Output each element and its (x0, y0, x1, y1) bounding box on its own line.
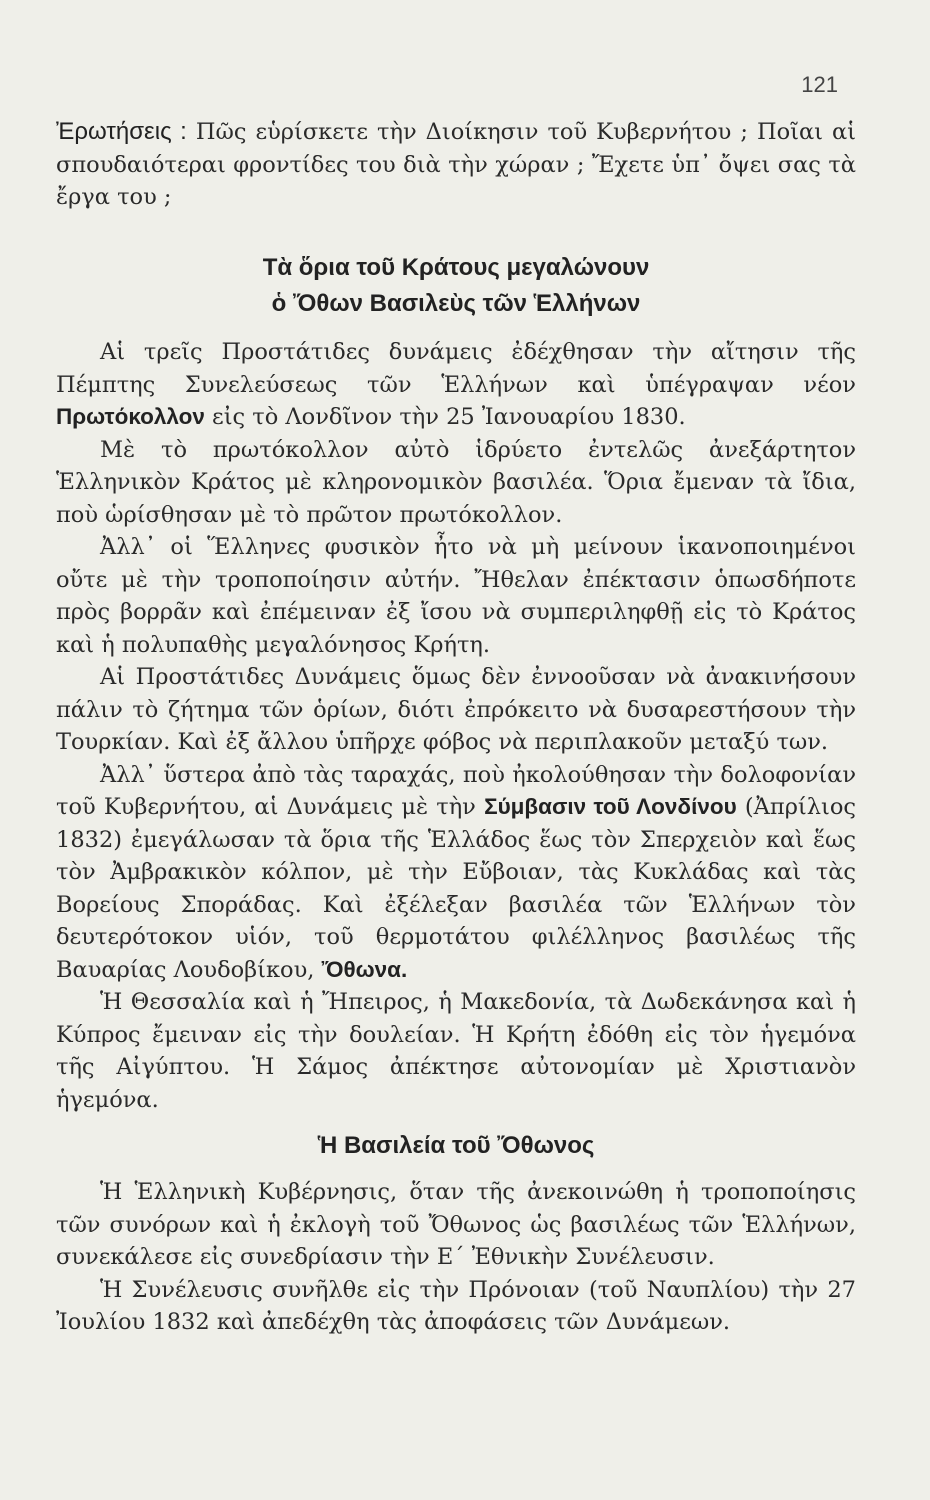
paragraph: Ἡ Συνέλευσις συνῆλθε εἰς τὴν Πρόνοιαν (τοῦ Ναυπλίου) τὴν 27 Ἰουλίου 1832 καὶ ἀπεδέχθη τὰς ἀποφάσεις τῶν Δυνάμεων. (56, 1276, 856, 1335)
paragraph: Ἡ Ἑλληνικὴ Κυβέρνησις, ὅταν τῆς ἀνεκοινώθη ἡ τροποποίησις τῶν συνόρων καὶ ἡ ἐκλογὴ τοῦ Ὄθωνος ὡς βασιλέως τῶν Ἑλλήνων, συνεκάλεσε εἰς συνεδρίασιν τὴν Ε΄ Ἐθνικὴν Συνέλευσιν. (56, 1179, 856, 1270)
section-title-line-1: Τὰ ὅρια τοῦ Κράτους μεγαλώνουν (262, 254, 650, 281)
paragraph: Ἡ Θεσσαλία καὶ ἡ Ἤπειρος, ἡ Μακεδονία, τὰ Δωδεκάνησα καὶ ἡ Κύπρος ἔμειναν εἰς τὴν δουλείαν. Ἡ Κρήτη ἐδόθη εἰς τὸν ἡγεμόνα τῆς Αἰγύπτου. Ἡ Σάμος ἀπέκτησε αὐτονομίαν μὲ Χριστιανὸν ἡγεμόνα. (56, 989, 856, 1113)
section-heading-1 (56, 250, 856, 322)
page-number: 121 (801, 72, 838, 97)
questions-paragraph (56, 116, 856, 214)
paragraph: Αἱ Προστάτιδες Δυνάμεις ὅμως δὲν ἐννοοῦσαν νὰ ἀνακινήσουν πάλιν τὸ ζήτημα τῶν ὁρίων, διότι ἐπρόκειτο νὰ δυσαρεστήσουν τὴν Τουρκίαν. Καὶ ἐξ ἄλλου ὑπῆρχε φόβος νὰ περιπλακοῦν μεταξύ των. (56, 664, 856, 755)
section-title: Ἡ Βασιλεία τοῦ Ὄθωνος (317, 1132, 595, 1159)
paragraph (56, 336, 856, 434)
paragraph: Ἀλλ᾿ οἱ Ἕλληνες φυσικὸν ἦτο νὰ μὴ μείνουν ἱκανοποιημένοι οὔτε μὲ τὴν τροποποίησιν αὐτήν. Ἤθελαν ἐπέκτασιν ὁπωσδήποτε πρὸς βορρᾶν καὶ ἐπέμειναν ἐξ ἴσου νὰ συμπεριληφθῇ εἰς τὸ Κράτος καὶ ἡ πολυπαθὴς μεγαλόνησος Κρήτη. (56, 534, 856, 658)
section-heading-2 (56, 1128, 856, 1164)
section-title-line-2: ὁ Ὄθων Βασιλεὺς τῶν Ἑλλήνων (271, 290, 641, 317)
questions-label: Ἐρωτήσεις : (56, 118, 187, 145)
paragraph-text: Ἀλλ᾿ ὕστερα ἀπὸ τὰς ταραχάς, ποὺ ἠκολούθησαν τὴν δολοφονίαν τοῦ Κυβερνήτου, αἱ Δυνάμεις μὲ τὴν (56, 761, 856, 820)
questions-text: Πῶς εὑρίσκετε τὴν Διοίκησιν τοῦ Κυβερνήτου ; Ποῖαι αἱ σπουδαιότεραι φροντίδες του διὰ τὴν χώραν ; Ἔχετε ὑπ᾿ ὄψει σας τὰ ἔργα του ; (56, 119, 856, 210)
paragraph-text: εἰς τὸ Λονδῖνον τὴν 25 Ἰανουαρίου 1830. (212, 404, 686, 430)
questions-block (56, 116, 856, 214)
paragraph (56, 759, 856, 987)
section-2-body (56, 1176, 856, 1339)
section-1-body (56, 336, 856, 1116)
bold-term-protocol: Πρωτόκολλον (56, 404, 205, 429)
bold-term-otto: Ὄθωνα. (321, 956, 408, 982)
bold-term-london-convention: Σύμβασιν τοῦ Λονδίνου (484, 794, 737, 819)
paragraph: Μὲ τὸ πρωτόκολλον αὐτὸ ἱδρύετο ἐντελῶς ἀνεξάρτητον Ἑλληνικὸν Κράτος μὲ κληρονομικὸν βασιλέα. Ὅρια ἔμεναν τὰ ἴδια, ποὺ ὡρίσθησαν μὲ τὸ πρῶτον πρωτόκολλον. (56, 436, 856, 528)
paragraph-text: (Ἀπρίλιος 1832) ἐμεγάλωσαν τὰ ὅρια τῆς Ἑλλάδος ἕως τὸν Σπερχειὸν καὶ ἕως τὸν Ἀμβρακικὸν κόλπον, μὲ τὴν Εὔβοιαν, τὰς Κυκλάδας καὶ τὰς Βορείους Σποράδας. Καὶ ἐξέλεξαν βασιλέα τῶν Ἑλλήνων τὸν δευτερότοκον υἱόν, τοῦ θερμοτάτου φιλέλληνος βασιλέως τῆς Βαυαρίας Λουδοβίκου, (56, 794, 856, 983)
paragraph-text: Αἱ τρεῖς Προστάτιδες δυνάμεις ἐδέχθησαν τὴν αἴτησιν τῆς Πέμπτης Συνελεύσεως τῶν Ἑλλήνων καὶ ὑπέγραψαν νέον (56, 339, 856, 398)
